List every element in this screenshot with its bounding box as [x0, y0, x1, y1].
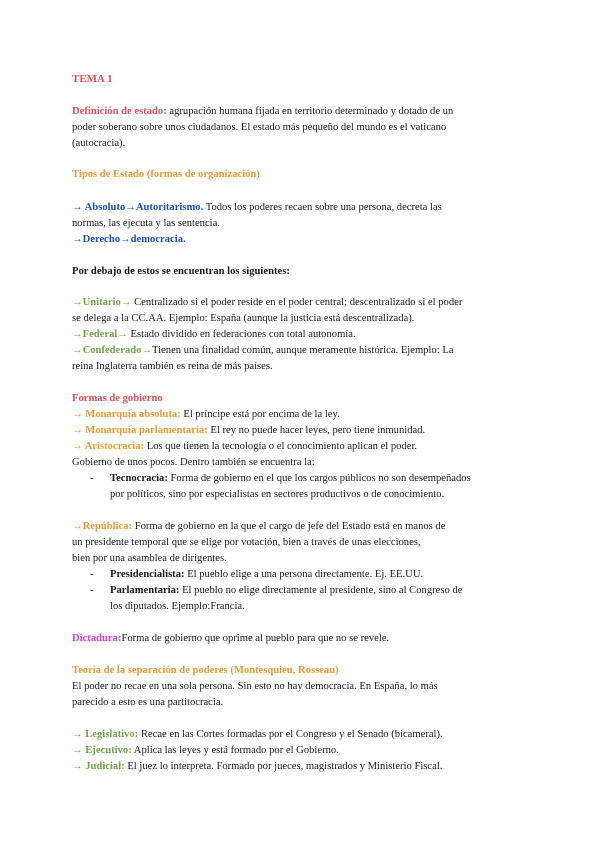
dictadura-text: Forma de gobierno que oprime al pueblo para que no se revele. [121, 633, 390, 644]
parlamentaria-term: → Monarquía parlamentaria: [72, 425, 208, 436]
separacion-block [72, 663, 532, 711]
legislativo-term: → Legislativo: [72, 729, 139, 740]
republica-text-1: Forma de gobierno en la que el cargo de jefe del Estado está en manos de [132, 521, 446, 532]
absoluto-line-1 [72, 200, 532, 216]
tecnocracia-text-1: Forma de gobierno en el que los cargos públicos no son desempeñados [167, 473, 471, 484]
derecho-term: →Derecho→democracia. [72, 234, 186, 245]
republica-term: →República: [72, 521, 133, 532]
debajo-heading [72, 264, 532, 280]
tecnocracia-line-1 [110, 471, 532, 487]
separacion-text-1: El poder no recae en una sola persona. Sin esto no hay democracia. En España, lo más [72, 681, 438, 692]
poderes-block [72, 727, 532, 775]
parlamentaria-line [72, 423, 532, 439]
dictadura-block [72, 631, 532, 647]
absoluta-line [72, 407, 532, 423]
unitario-line-1 [72, 295, 532, 311]
unitario-term: →Unitario→ [72, 297, 132, 308]
definicion-term: Definición de estado: [72, 106, 167, 117]
confederado-line-2: reina Inglaterra también es reina de más países. [72, 361, 273, 372]
ejecutivo-term: → Ejecutivo: [72, 745, 132, 756]
parlamentario-term: Parlamentaria: [110, 585, 180, 596]
definicion-line-2: poder soberano sobre unos ciudadanos. El estado más pequeño del mundo es el vaticano [72, 122, 447, 133]
legislativo-line [72, 727, 532, 743]
republica-line-1 [72, 519, 532, 535]
parlamentario-line-1 [110, 583, 532, 599]
page-title [72, 71, 532, 87]
aristocracia-text: Los que tienen la tecnología o el conocimiento aplican el poder. [144, 441, 418, 452]
presidencialista-text: El pueblo elige a una persona directamente. Ej. EE.UU. [184, 569, 424, 580]
absoluto-text-1: Todos los poderes recaen sobre una persona, decreta las [203, 202, 442, 213]
formas-heading: Formas de gobierno [72, 393, 163, 404]
aristocracia-term: → Aristocracia: [72, 441, 145, 452]
presidencialista-term: Presidencialista: [110, 569, 185, 580]
tecnocracia-item [72, 471, 532, 503]
definicion-block [72, 104, 532, 152]
absoluta-term: → Monarquía absoluta: [72, 409, 181, 420]
presidencialista-item [72, 567, 532, 583]
dictadura-line [72, 631, 532, 647]
confederado-term: →Confederado→ [72, 345, 153, 356]
federal-term: →Federal→ [72, 329, 128, 340]
judicial-text: El juez lo interpreta. Formado por jueces, magistrados y Ministerio Fiscal. [124, 761, 443, 772]
bullet-dash: - [90, 473, 94, 484]
absoluto-term: → Absoluto→Autoritarismo. [72, 202, 204, 213]
tecnocracia-line-2: por políticos, sino por especialistas en sectores productivos o de conocimiento. [110, 489, 445, 500]
parlamentario-text-1: El pueblo no elige directamente al presidente, sino al Congreso de [179, 585, 463, 596]
title-text: TEMA 1 [72, 73, 113, 85]
legislativo-text: Recae en las Cortes formadas por el Congreso y el Senado (bicameral). [138, 729, 443, 740]
unitario-text-1: Centralizado si el poder reside en el poder central; descentralizado si el poder [131, 297, 463, 308]
separacion-text-2: parecido a esto es una partitocracia. [72, 697, 224, 708]
gobierno-pocos: Gobierno de unos pocos. Dentro también se encuentra la: [72, 457, 315, 468]
formas-block [72, 391, 532, 503]
presidencialista-line [110, 567, 532, 583]
dictadura-term: Dictadura: [72, 633, 122, 644]
federal-line [72, 327, 532, 343]
republica-block [72, 519, 532, 615]
tipos-heading-text: Tipos de Estado (formas de organización) [72, 169, 260, 180]
absoluto-line-2: normas, las ejecuta y las sentencia. [72, 218, 220, 229]
tecnocracia-term: Tecnocracia: [110, 473, 168, 484]
bullet-dash: - [90, 585, 94, 596]
bullet-dash: - [90, 569, 94, 580]
debajo-block [72, 295, 532, 375]
absoluta-text: El príncipe está por encima de la ley. [180, 409, 340, 420]
republica-line-3: bien por una asamblea de dirigentes. [72, 553, 227, 564]
tipos-block [72, 200, 532, 248]
debajo-heading-text: Por debajo de estos se encuentran los siguientes: [72, 266, 290, 277]
separacion-heading: Teoría de la separación de poderes (Montesquieu, Rosseau) [72, 665, 339, 676]
parlamentario-line-2: los diputados. Ejemplo:Francia. [110, 601, 245, 612]
unitario-line-2: se delega a la CC.AA. Ejemplo: España (aunque la justicia está descentralizada). [72, 313, 415, 324]
parlamentario-item [72, 583, 532, 615]
aristocracia-line [72, 439, 532, 455]
tipos-heading [72, 167, 532, 183]
parlamentaria-text: El rey no puede hacer leyes, pero tiene inmunidad. [207, 425, 426, 436]
definicion-line-3: (autocracia). [72, 138, 126, 149]
ejecutivo-line [72, 743, 532, 759]
federal-text: Estado dividido en federaciones con total autonomía. [127, 329, 356, 340]
judicial-line [72, 759, 532, 775]
definicion-text-1: agrupación humana fijada en territorio determinado y dotado de un [166, 106, 454, 117]
definicion-line-1 [72, 104, 532, 120]
confederado-text-1: Tienen una finalidad común, aunque meramente histórica. Ejemplo: La [152, 345, 454, 356]
republica-line-2: un presidente temporal que se elige por votación, bien a través de unas elecciones, [72, 537, 421, 548]
confederado-line-1 [72, 343, 532, 359]
judicial-term: → Judicial: [72, 761, 125, 772]
ejecutivo-text: Aplica las leyes y está formado por el Gobierno. [131, 745, 339, 756]
